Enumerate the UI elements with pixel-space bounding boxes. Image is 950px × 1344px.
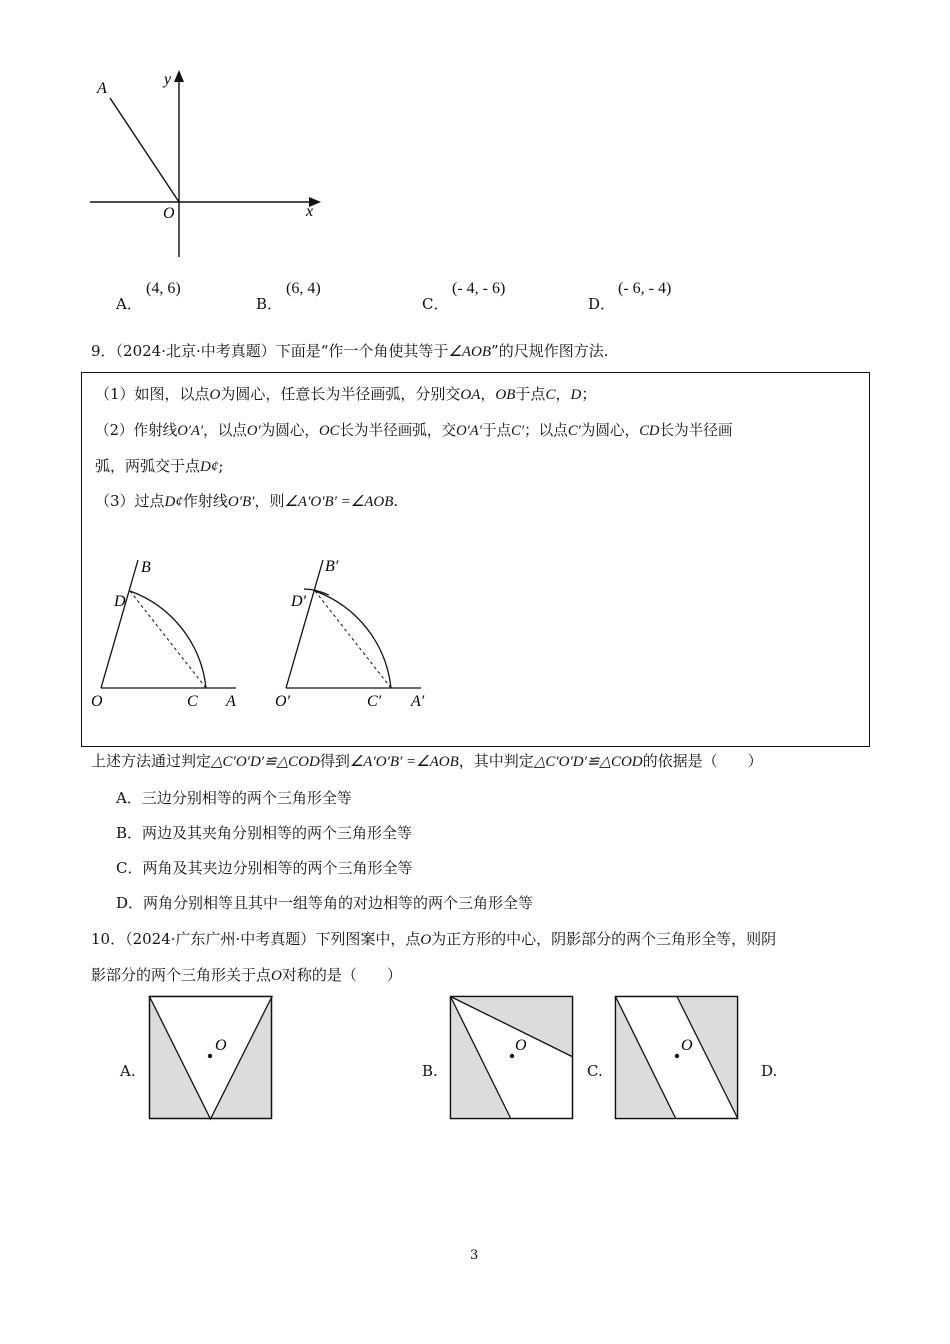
q9-option-c[interactable]: C．两角及其夹边分别相等的两个三角形全等 [116, 859, 413, 877]
q10-figure-b[interactable] [449, 995, 575, 1121]
center-point [675, 1054, 679, 1058]
q8-option-a-value: (4, 6) [146, 280, 181, 297]
q9-step-3: （3）过点D¢作射线O′B′，则∠A′O′B′ =∠AOB. [95, 492, 399, 510]
q10-option-a-label[interactable]: A. [120, 1062, 136, 1080]
label-a: A [97, 80, 107, 97]
label-c: C [187, 693, 198, 710]
q8-coordinate-graph [85, 65, 325, 260]
q9-option-a[interactable]: A．三边分别相等的两个三角形全等 [116, 789, 352, 807]
q10-number: 10． [91, 930, 126, 948]
q10-figure-a[interactable] [148, 995, 274, 1121]
q9-number: 9． [91, 342, 116, 360]
q9-stem: 9．（2024·北京·中考真题）下面是“作一个角使其等于∠AOB”的尺规作图方法. [91, 342, 609, 360]
label-a: A [226, 693, 236, 710]
q8-option-b-value: (6, 4) [286, 280, 321, 297]
q8-option-b[interactable]: B． [256, 295, 283, 313]
label-b: B [141, 559, 151, 576]
label-origin: O [163, 205, 175, 222]
ray-o-prime-b-prime [286, 560, 323, 688]
label-d-prime: D′ [291, 593, 307, 610]
q10-option-b-label[interactable]: B. [422, 1062, 438, 1080]
q8-option-d-value: (- 6, - 4) [618, 280, 672, 297]
q9-figure-original-angle [86, 555, 256, 715]
q10-stem: 10．（2024·广东广州·中考真题）下列图案中，点O为正方形的中心，阴影部分的两个三角形全等，则阴 [91, 930, 777, 948]
q9-figure-constructed-angle [271, 555, 441, 715]
q10-figure-c[interactable] [614, 995, 740, 1121]
label-x: x [306, 203, 314, 220]
q10-option-c-label[interactable]: C. [587, 1062, 603, 1080]
label-o: O [91, 693, 103, 710]
center-label: O [681, 1037, 693, 1054]
q9-step-1: （1）如图，以点O为圆心，任意长为半径画弧，分别交OA，OB于点C，D； [95, 385, 597, 403]
q8-option-c-value: (- 4, - 6) [452, 280, 506, 297]
q10-source: （2024·广东广州·中考真题） [125, 930, 316, 948]
q8-option-a[interactable]: A． [116, 295, 142, 313]
label-a-prime: A′ [411, 693, 425, 710]
label-o-prime: O′ [275, 693, 291, 710]
ray-oa [110, 98, 179, 202]
y-axis-arrow-icon [174, 70, 184, 82]
q9-step-2: （2）作射线O′A′，以点O′为圆心，OC长为半径画弧，交O′A′于点C′；以点C′为圆心，CD长为半径画 [95, 422, 733, 439]
q9-source: （2024·北京·中考真题） [115, 342, 276, 360]
q8-option-c[interactable]: C． [422, 295, 449, 313]
q10-option-d-label[interactable]: D. [761, 1062, 778, 1080]
center-point [510, 1054, 514, 1058]
segment-cd-dashed [130, 591, 206, 688]
center-label: O [215, 1037, 227, 1054]
ray-ob-line [101, 560, 138, 688]
q9-option-b[interactable]: B．两边及其夹角分别相等的两个三角形全等 [116, 824, 413, 842]
label-d: D [114, 593, 126, 610]
segment-c-prime-d-prime-dashed [315, 591, 391, 688]
center-point [208, 1054, 212, 1058]
q9-step-2-cont: 弧，两弧交于点D¢; [95, 457, 224, 475]
q10-stem-cont: 影部分的两个三角形关于点O对称的是（ ） [91, 966, 402, 984]
q9-option-d[interactable]: D．两角分别相等且其中一组等角的对边相等的两个三角形全等 [116, 894, 534, 912]
q8-option-d[interactable]: D． [588, 295, 616, 313]
q9-conclusion: 上述方法通过判定△C′O′D′≌△COD得到∠A′O′B′ =∠AOB，其中判定△C′O′D′≌△COD的依据是（ ） [91, 752, 763, 770]
center-label: O [515, 1037, 527, 1054]
label-y: y [164, 71, 172, 88]
page-number: 3 [470, 1248, 479, 1263]
label-c-prime: C′ [367, 693, 382, 710]
label-b-prime: B′ [325, 558, 339, 575]
